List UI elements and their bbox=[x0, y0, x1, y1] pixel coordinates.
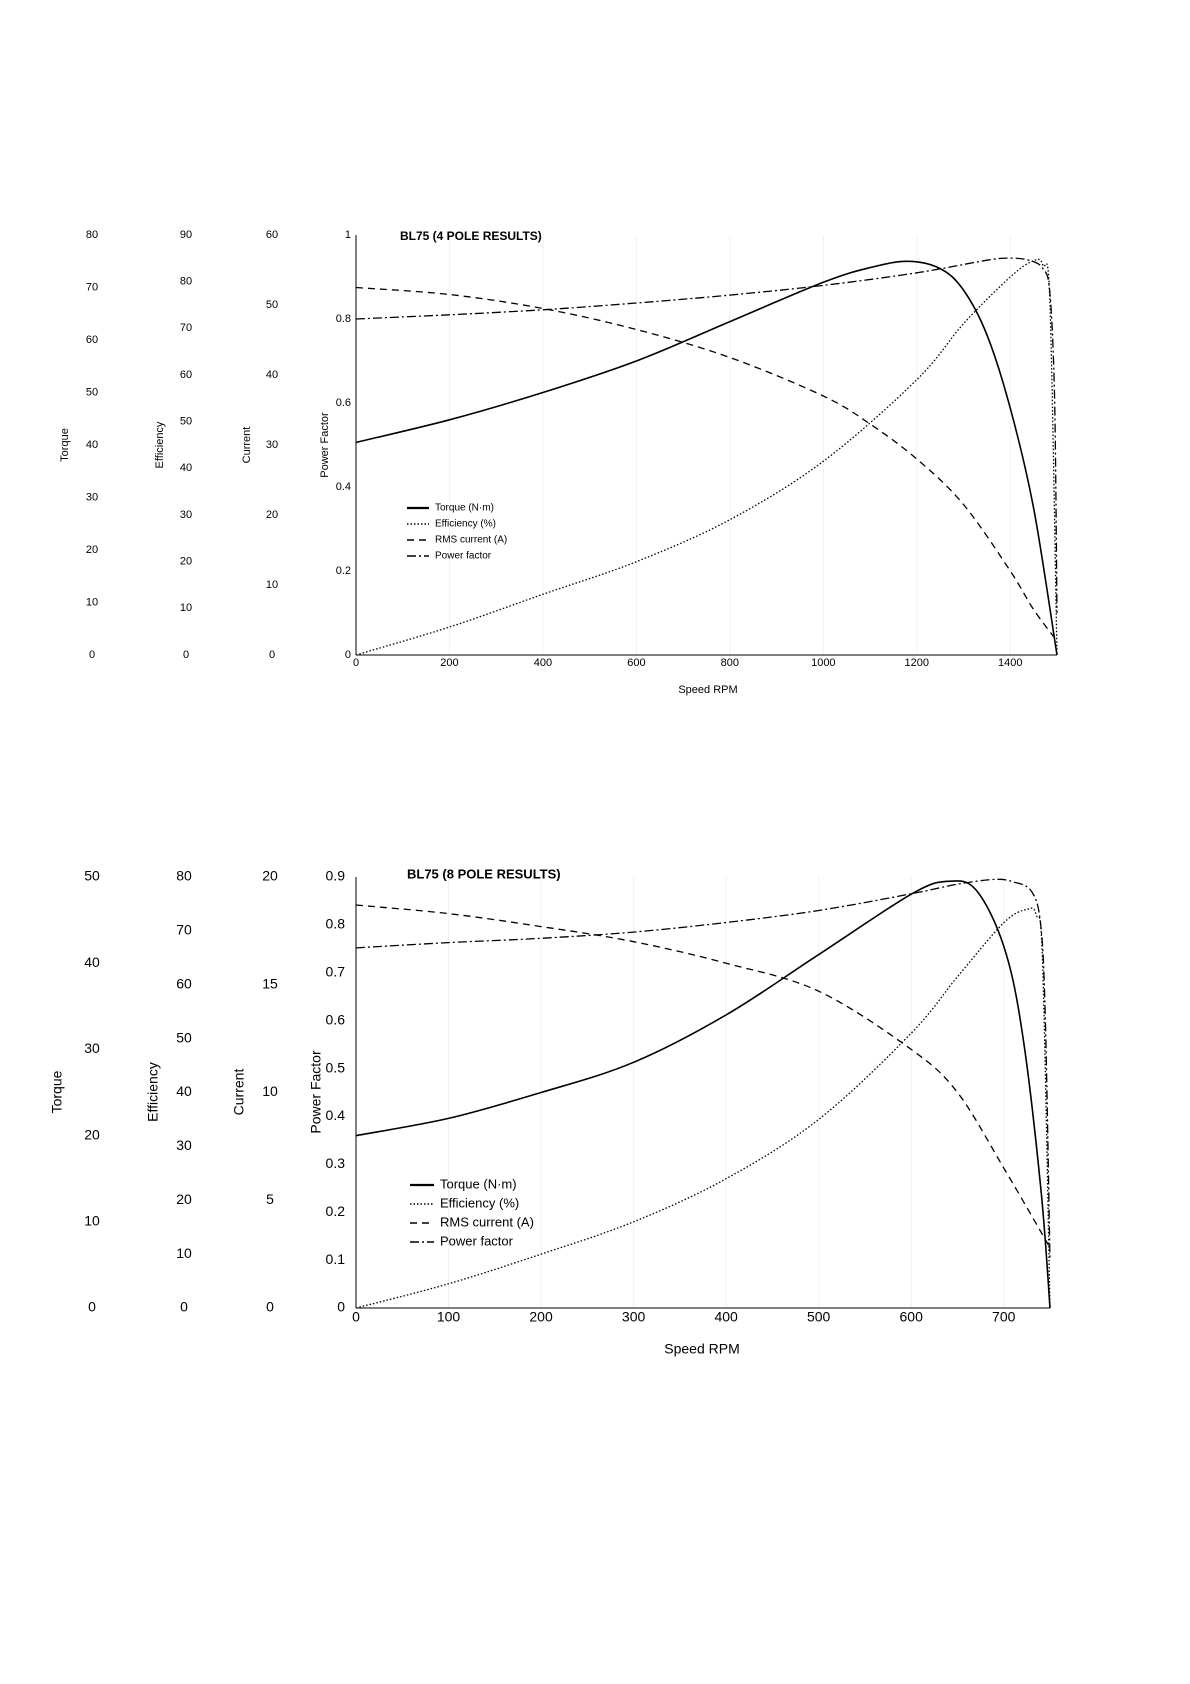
y-axis-label-current: Current bbox=[230, 1068, 247, 1116]
y-tick-label-power-factor: 0.9 bbox=[325, 867, 345, 884]
y-axis-label-efficiency: Efficiency bbox=[144, 1062, 161, 1122]
x-tick-label: 1000 bbox=[811, 656, 836, 669]
y-tick-label-torque: 20 bbox=[84, 1126, 100, 1143]
y-tick-label-current: 10 bbox=[262, 1083, 278, 1100]
x-tick-label: 800 bbox=[720, 656, 740, 669]
y-tick-label-efficiency: 30 bbox=[179, 508, 193, 521]
y-tick-label-current: 10 bbox=[265, 578, 279, 591]
y-tick-label-current: 0 bbox=[266, 1298, 274, 1315]
x-tick-label: 200 bbox=[440, 656, 459, 669]
y-tick-label-efficiency: 80 bbox=[176, 867, 192, 884]
legend-entry: Torque (N·m) bbox=[435, 502, 494, 514]
y-tick-label-efficiency: 50 bbox=[176, 1029, 192, 1046]
x-axis-label: Speed RPM bbox=[678, 683, 738, 696]
chart-title: BL75 (4 POLE RESULTS) bbox=[400, 229, 542, 244]
y-tick-label-efficiency: 0 bbox=[180, 1298, 188, 1315]
y-tick-label-efficiency: 60 bbox=[179, 368, 193, 381]
y-tick-label-power-factor: 1 bbox=[344, 228, 351, 241]
y-tick-label-torque: 0 bbox=[88, 648, 96, 661]
y-axis-label-power-factor: Power Factor bbox=[307, 1050, 324, 1134]
y-tick-label-current: 0 bbox=[268, 648, 276, 661]
x-tick-label: 1400 bbox=[998, 656, 1023, 669]
y-tick-label-torque: 0 bbox=[88, 1298, 96, 1315]
legend-entry: RMS current (A) bbox=[435, 534, 508, 546]
y-tick-label-efficiency: 0 bbox=[182, 648, 190, 661]
y-tick-label-power-factor: 0.1 bbox=[325, 1250, 345, 1267]
y-tick-label-efficiency: 20 bbox=[179, 555, 193, 568]
x-tick-label: 500 bbox=[806, 1308, 831, 1325]
y-tick-label-power-factor: 0.8 bbox=[335, 312, 351, 325]
y-tick-label-power-factor: 0.6 bbox=[335, 396, 351, 409]
y-tick-label-torque: 30 bbox=[84, 1040, 100, 1057]
y-tick-label-power-factor: 0.2 bbox=[325, 1202, 345, 1219]
y-tick-label-torque: 40 bbox=[84, 953, 100, 970]
x-tick-label: 0 bbox=[352, 1308, 360, 1325]
y-tick-label-torque: 20 bbox=[85, 543, 99, 556]
y-tick-label-efficiency: 60 bbox=[176, 975, 192, 992]
y-tick-label-efficiency: 20 bbox=[176, 1190, 192, 1207]
y-tick-label-efficiency: 10 bbox=[176, 1244, 192, 1261]
y-tick-label-torque: 30 bbox=[85, 491, 99, 504]
y-axis-label-efficiency: Efficiency bbox=[153, 421, 166, 469]
y-axis-label-torque: Torque bbox=[48, 1070, 65, 1114]
y-tick-label-power-factor: 0.8 bbox=[325, 915, 345, 932]
legend-entry: RMS current (A) bbox=[440, 1214, 534, 1230]
y-tick-label-torque: 80 bbox=[85, 228, 99, 241]
x-tick-label: 100 bbox=[436, 1308, 461, 1325]
x-tick-label: 200 bbox=[529, 1308, 553, 1325]
y-tick-label-efficiency: 70 bbox=[179, 322, 193, 335]
y-tick-label-current: 30 bbox=[265, 438, 279, 451]
x-tick-label: 1200 bbox=[904, 656, 930, 669]
x-tick-label: 700 bbox=[992, 1308, 1016, 1325]
chart-title: BL75 (8 POLE RESULTS) bbox=[407, 866, 561, 882]
y-tick-label-power-factor: 0.2 bbox=[335, 564, 351, 577]
y-tick-label-current: 40 bbox=[265, 368, 279, 381]
x-axis-label: Speed RPM bbox=[664, 1340, 740, 1357]
legend-entry: Torque (N·m) bbox=[440, 1176, 517, 1192]
y-tick-label-efficiency: 30 bbox=[176, 1137, 192, 1154]
legend-entry: Efficiency (%) bbox=[440, 1195, 520, 1211]
x-tick-label: 600 bbox=[627, 656, 646, 669]
y-tick-label-torque: 10 bbox=[84, 1212, 100, 1229]
series-line-rms bbox=[356, 288, 1057, 642]
y-tick-label-efficiency: 40 bbox=[176, 1083, 192, 1100]
y-tick-label-efficiency: 50 bbox=[179, 415, 193, 428]
series-line-torque bbox=[356, 261, 1057, 655]
y-axis-label-current: Current bbox=[240, 426, 253, 464]
y-tick-label-efficiency: 70 bbox=[176, 921, 192, 938]
y-tick-label-power-factor: 0.6 bbox=[325, 1011, 345, 1028]
y-tick-label-power-factor: 0.7 bbox=[325, 963, 345, 980]
y-tick-label-torque: 60 bbox=[85, 333, 99, 346]
x-tick-label: 0 bbox=[352, 656, 360, 669]
y-tick-label-efficiency: 10 bbox=[179, 602, 193, 615]
y-tick-label-current: 15 bbox=[262, 975, 278, 992]
y-tick-label-efficiency: 80 bbox=[179, 275, 193, 288]
y-tick-label-torque: 50 bbox=[84, 867, 100, 884]
y-tick-label-torque: 40 bbox=[85, 438, 99, 451]
y-tick-label-current: 5 bbox=[266, 1190, 274, 1207]
y-axis-label-torque: Torque bbox=[58, 428, 71, 462]
x-tick-label: 300 bbox=[621, 1308, 646, 1325]
y-tick-label-efficiency: 40 bbox=[179, 462, 193, 475]
y-tick-label-power-factor: 0.3 bbox=[325, 1155, 345, 1172]
y-tick-label-torque: 70 bbox=[85, 281, 99, 294]
y-tick-label-current: 20 bbox=[262, 867, 278, 884]
y-tick-label-power-factor: 0.5 bbox=[325, 1059, 345, 1076]
y-tick-label-power-factor: 0 bbox=[337, 1298, 345, 1315]
x-tick-label: 400 bbox=[714, 1308, 738, 1325]
x-tick-label: 400 bbox=[533, 656, 553, 669]
y-tick-label-power-factor: 0.4 bbox=[325, 1107, 345, 1124]
legend-entry: Power factor bbox=[440, 1233, 513, 1249]
y-tick-label-current: 50 bbox=[265, 298, 279, 311]
y-tick-label-current: 20 bbox=[265, 508, 279, 521]
y-tick-label-current: 60 bbox=[265, 228, 279, 241]
y-tick-label-power-factor: 0.4 bbox=[335, 480, 351, 493]
y-tick-label-power-factor: 0 bbox=[344, 648, 351, 661]
y-axis-label-power-factor: Power Factor bbox=[318, 412, 331, 478]
y-tick-label-torque: 50 bbox=[85, 386, 99, 399]
y-tick-label-efficiency: 90 bbox=[179, 228, 193, 241]
x-tick-label: 600 bbox=[899, 1308, 923, 1325]
y-tick-label-torque: 10 bbox=[85, 596, 99, 609]
legend-entry: Efficiency (%) bbox=[435, 518, 496, 530]
series-line-efficiency bbox=[356, 259, 1057, 655]
legend-entry: Power factor bbox=[435, 550, 492, 562]
